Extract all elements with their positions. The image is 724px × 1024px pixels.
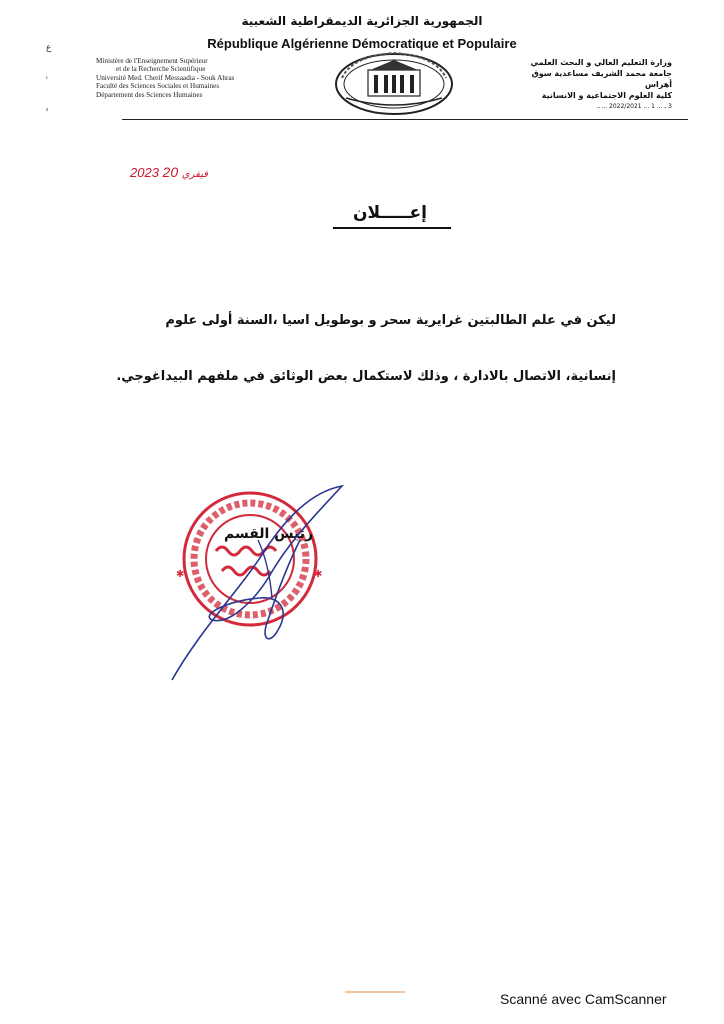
- scan-smudge: [345, 991, 405, 993]
- reference-line: 3 ـ ... 1 ... 2022/2021 ... ـ: [597, 103, 672, 110]
- svg-text:✱: ✱: [176, 569, 185, 580]
- header-left-block: [96, 57, 234, 99]
- university-line-ar: جامعة محمد الشريف مساعدية سوق: [531, 69, 672, 78]
- header-french-title: République Algérienne Démocratique et Populaire: [207, 36, 517, 51]
- city-line-ar: أهراس: [644, 80, 672, 89]
- handwritten-signature: [160, 480, 360, 690]
- research-line: et de la Recherche Scientifique: [116, 65, 206, 74]
- date-month: فيفري: [181, 169, 208, 180]
- faculty-line: Faculté des Sciences Sociales et Humaines: [96, 82, 220, 91]
- ministry-line-ar: وزارة التعليم العالي و البحث العلمي: [530, 58, 672, 67]
- scanner-watermark: Scanné avec CamScanner: [500, 991, 667, 1007]
- university-logo: [332, 48, 456, 118]
- svg-text:✱: ✱: [314, 569, 323, 580]
- title-underline: [333, 227, 451, 229]
- faculty-line-ar: كلية العلوم الاجتماعية و الانسانية: [541, 91, 672, 100]
- margin-marks: ع ᶥ ᶦ: [46, 43, 52, 117]
- signatory-title: رئيس القسم: [224, 526, 314, 542]
- announcement-title: إعـــــلان: [353, 203, 427, 223]
- header-right-block: [472, 57, 672, 112]
- announcement-line-1: ليكن في علم الطالبتين غرايرية سحر و بوطويل اسيا ،السنة أولى علوم: [165, 313, 616, 328]
- ministry-line: Ministère de l'Enseignement Supérieur: [96, 57, 208, 65]
- announcement-line-2: إنسانية، الاتصال بالادارة ، وذلك لاستكمال بعض الوثائق في ملفهم البيداغوجي.: [116, 369, 616, 384]
- header-arabic-title: الجمهورية الجزائرية الديمقراطية الشعبية: [241, 14, 483, 28]
- header-divider: [122, 119, 688, 120]
- date-stamp: [130, 164, 208, 180]
- department-line: Département des Sciences Humaines: [96, 90, 203, 99]
- university-line: Université Med. Cherif Messaadia - Souk Ahras: [96, 73, 235, 82]
- date-day: 20: [162, 164, 179, 180]
- date-year: 2023: [130, 165, 159, 180]
